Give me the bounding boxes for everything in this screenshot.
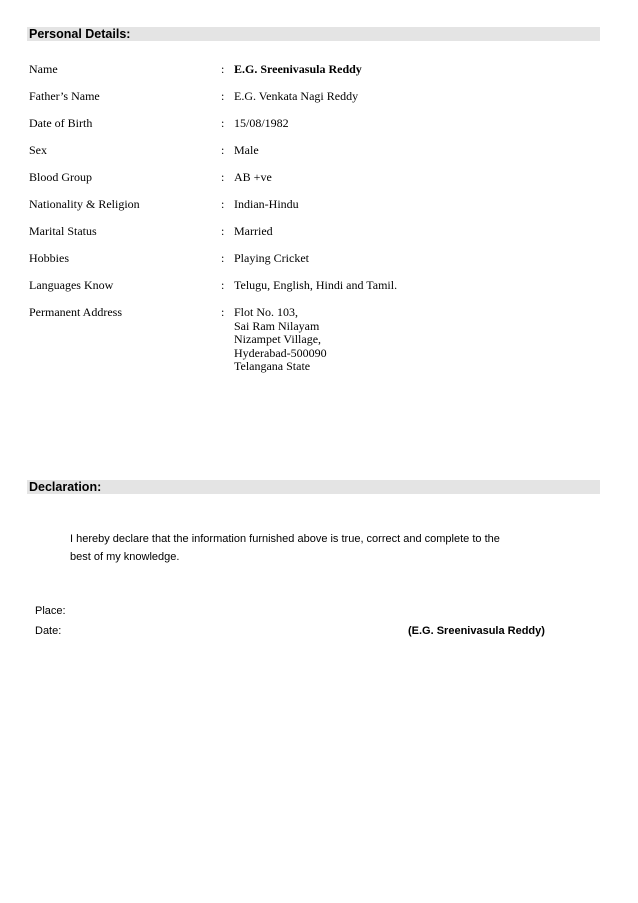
nationality-value: Indian-Hindu xyxy=(234,197,299,211)
colon: : xyxy=(221,62,225,76)
colon: : xyxy=(221,197,225,211)
signature-name: (E.G. Sreenivasula Reddy) xyxy=(408,625,545,637)
date-label: Date: xyxy=(35,625,62,637)
name-value: E.G. Sreenivasula Reddy xyxy=(234,62,362,76)
languages-label: Languages Know xyxy=(29,278,114,292)
declaration-heading: Declaration: xyxy=(27,480,600,494)
colon: : xyxy=(221,170,225,184)
address-line: Telangana State xyxy=(234,359,311,373)
sex-label: Sex xyxy=(29,143,47,157)
name-label: Name xyxy=(29,62,58,76)
declaration-statement xyxy=(70,530,520,566)
address-label: Permanent Address xyxy=(29,305,122,319)
sex-value: Male xyxy=(234,143,259,157)
blood-label: Blood Group xyxy=(29,170,92,184)
colon: : xyxy=(221,224,225,238)
colon: : xyxy=(221,278,225,292)
father-value: E.G. Venkata Nagi Reddy xyxy=(234,89,359,103)
address-line: Hyderabad-500090 xyxy=(234,345,327,360)
personal-details-heading: Personal Details: xyxy=(27,27,600,41)
nationality-label: Nationality & Religion xyxy=(29,197,140,211)
marital-label: Marital Status xyxy=(29,224,97,238)
colon: : xyxy=(221,89,225,103)
hobbies-label: Hobbies xyxy=(29,251,69,265)
dob-value: 15/08/1982 xyxy=(234,116,289,130)
hobbies-value: Playing Cricket xyxy=(234,251,309,265)
colon: : xyxy=(221,116,225,130)
blood-value: AB +ve xyxy=(234,170,272,184)
languages-value: Telugu, English, Hindi and Tamil. xyxy=(234,278,398,292)
father-label: Father’s Name xyxy=(29,89,100,103)
declaration-line: I hereby declare that the information furnished above is true, correct and complete to the xyxy=(70,533,500,545)
address-value xyxy=(234,306,327,374)
colon: : xyxy=(221,305,225,319)
colon: : xyxy=(221,251,225,265)
place-label: Place: xyxy=(35,605,66,617)
declaration-line: best of my knowledge. xyxy=(70,551,180,563)
address-line: Sai Ram Nilayam xyxy=(234,318,320,333)
marital-value: Married xyxy=(234,224,273,238)
address-line: Flot No. 103, xyxy=(234,305,299,319)
address-line: Nizampet Village, xyxy=(234,332,322,346)
colon: : xyxy=(221,143,225,157)
dob-label: Date of Birth xyxy=(29,116,93,130)
